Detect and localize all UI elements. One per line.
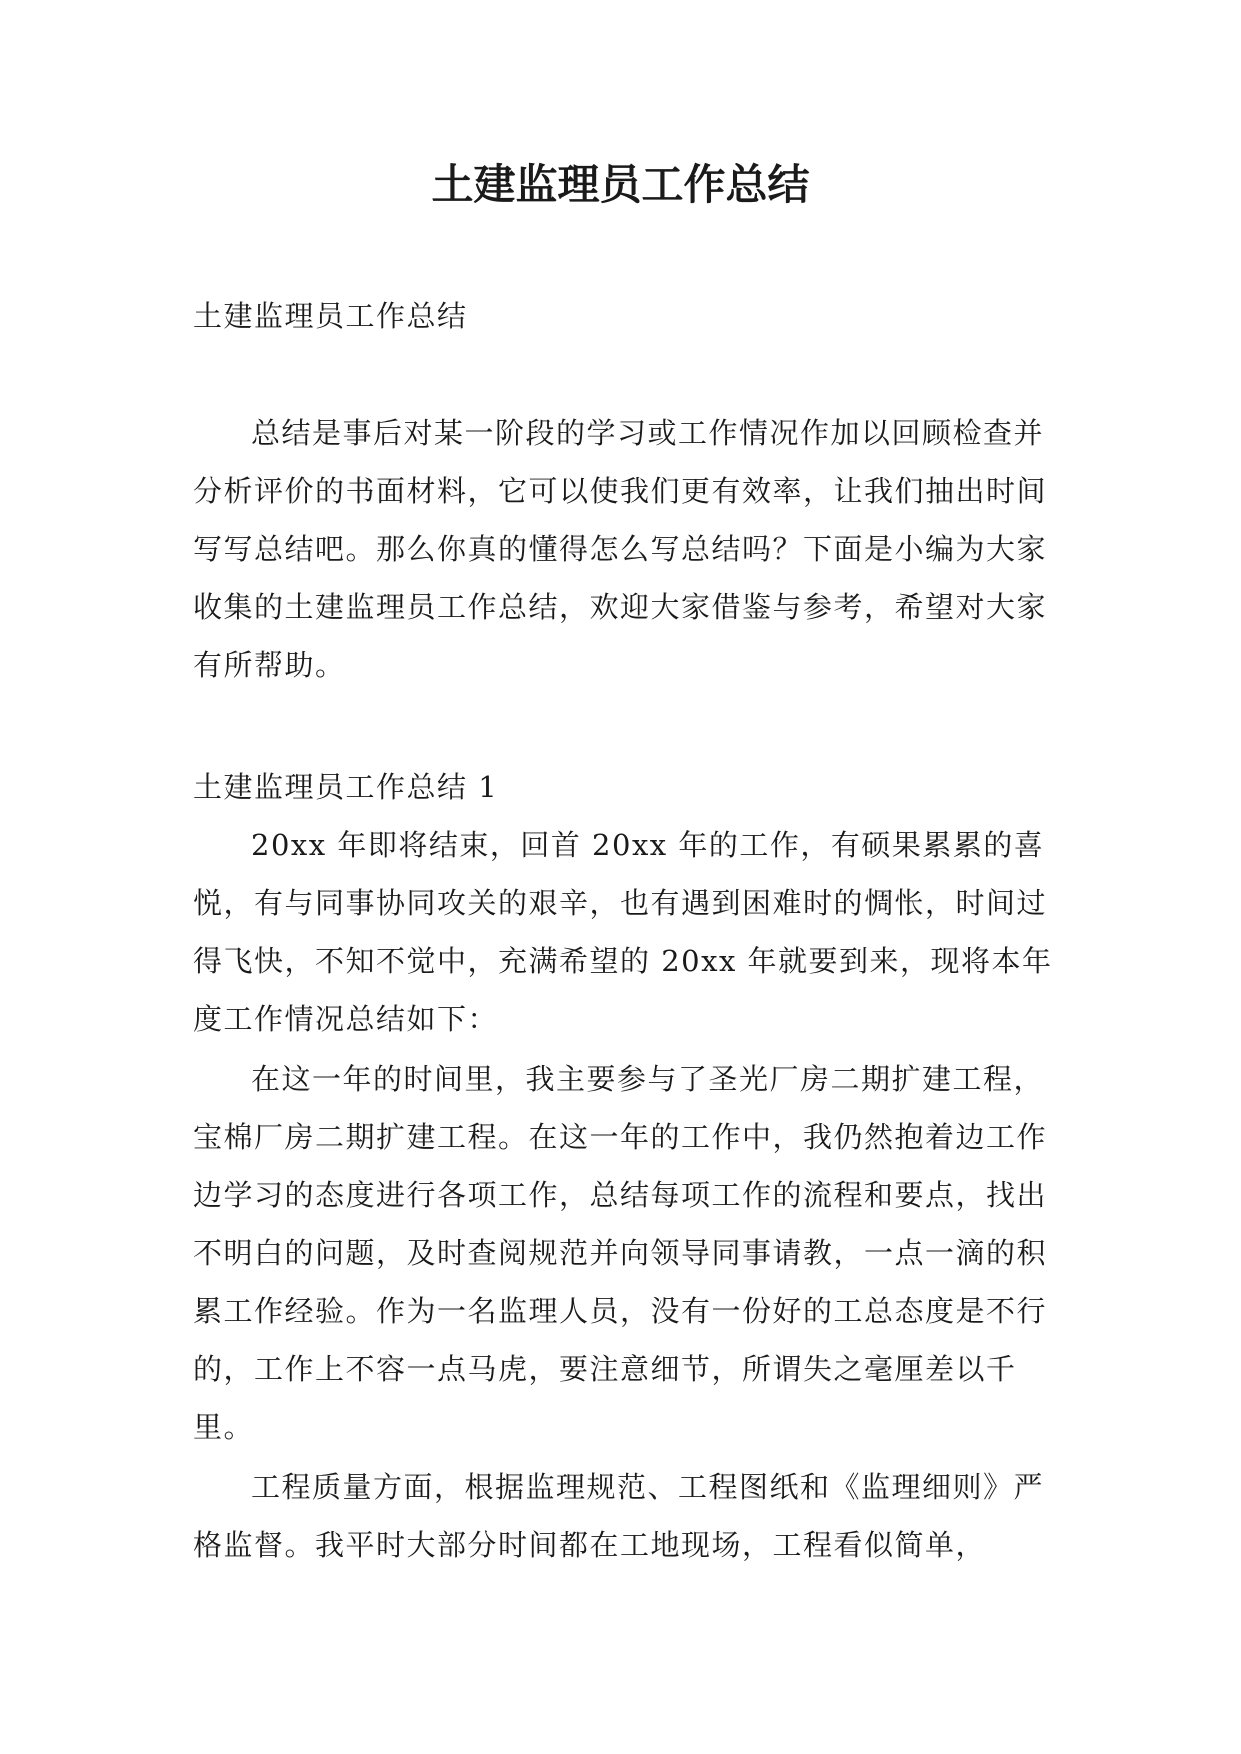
- body-paragraph-2: 在这一年的时间里，我主要参与了圣光厂房二期扩建工程，宝棉厂房二期扩建工程。在这一年的工作中，我仍然抱着边工作边学习的态度进行各项工作，总结每项工作的流程和要点，找出不明白的问题，及时查阅规范并向领导同事请教，一点一滴的积累工作经验。作为一名监理人员，没有一份好的工总态度是不行的，工作上不容一点马虎，要注意细节，所谓失之毫厘差以千里。: [193, 1062, 1048, 1444]
- section-heading: 土建监理员工作总结 1: [193, 770, 499, 804]
- document-title: 土建监理员工作总结: [431, 160, 810, 209]
- document-subtitle: 土建监理员工作总结: [193, 299, 468, 333]
- body-paragraph-3: 工程质量方面，根据监理规范、工程图纸和《监理细则》严格监督。我平时大部分时间都在工地现场，工程看似简单，: [193, 1470, 1045, 1562]
- intro-paragraph: 总结是事后对某一阶段的学习或工作情况作加以回顾检查并分析评价的书面材料，它可以使我们更有效率，让我们抽出时间写写总结吧。那么你真的懂得怎么写总结吗？下面是小编为大家收集的土建监理员工作总结，欢迎大家借鉴与参考，希望对大家有所帮助。: [193, 416, 1048, 682]
- body-paragraph-1: 20xx 年即将结束，回首 20xx 年的工作，有硕果累累的喜悦，有与同事协同攻关的艰辛，也有遇到困难时的惆怅，时间过得飞快，不知不觉中，充满希望的 20xx 年就要到来，现将本年度工作情况总结如下：: [193, 828, 1053, 1036]
